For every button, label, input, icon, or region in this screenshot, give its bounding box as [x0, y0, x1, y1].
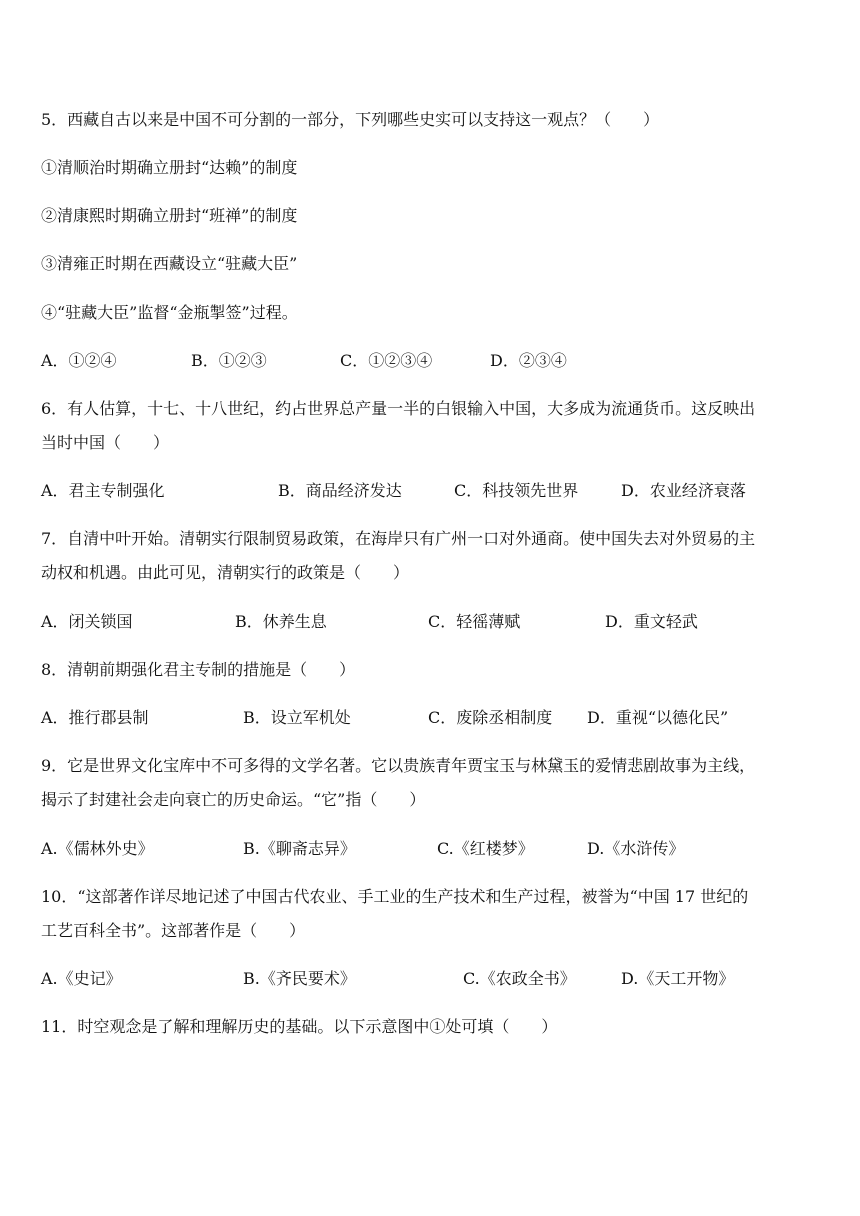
q9-option-b: B.《聊斋志异》 — [243, 839, 356, 858]
q6-option-d: D．农业经济衰落 — [621, 481, 746, 500]
q5-option-a: A．①②④ — [41, 351, 117, 370]
q5-option-b: B．①②③ — [191, 351, 267, 370]
q5-stem: 5．西藏自古以来是中国不可分割的一部分，下列哪些史实可以支持这一观点？（ ） — [41, 110, 660, 129]
q8-option-c: C．废除丞相制度 — [428, 708, 553, 727]
q8-options — [41, 707, 821, 729]
q9-option-d: D.《水浒传》 — [587, 839, 685, 858]
q6-stem-line-1: 6．有人估算，十七、十八世纪，约占世界总产量一半的白银输入中国，大多成为流通货币。这反映出 — [41, 399, 756, 418]
q8-option-a: A．推行郡县制 — [41, 708, 149, 727]
q6-option-c: C．科技领先世界 — [454, 481, 579, 500]
q7-option-b: B．休养生息 — [235, 612, 327, 631]
q8-option-d: D．重视“以德化民” — [587, 708, 729, 727]
q5-statement-4: ④“驻藏大臣”监督“金瓶掣签”过程。 — [41, 303, 298, 322]
q10-stem-line-2: 工艺百科全书”。这部著作是（ ） — [41, 921, 306, 940]
q9-option-a: A.《儒林外史》 — [41, 839, 154, 858]
q9-stem-line-1: 9．它是世界文化宝库中不可多得的文学名著。它以贵族青年贾宝玉与林黛玉的爱情悲剧故事为主线， — [41, 756, 756, 775]
q5-options — [41, 350, 821, 372]
q7-option-d: D．重文轻武 — [605, 612, 698, 631]
q7-stem-line-1: 7．自清中叶开始。清朝实行限制贸易政策，在海岸只有广州一口对外通商。使中国失去对外贸易的主 — [41, 529, 756, 548]
q9-stem-line-2: 揭示了封建社会走向衰亡的历史命运。“它”指（ ） — [41, 790, 426, 809]
q6-option-b: B．商品经济发达 — [278, 481, 402, 500]
q6-stem-line-2: 当时中国（ ） — [41, 433, 170, 452]
q10-stem-line-1: 10．“这部著作详尽地记述了中国古代农业、手工业的生产技术和生产过程，被誉为“中国 17 世纪的 — [41, 887, 749, 906]
q5-option-c: C．①②③④ — [340, 351, 433, 370]
q10-options — [41, 968, 821, 990]
q10-option-b: B.《齐民要术》 — [243, 969, 356, 988]
q7-stem-line-2: 动权和机遇。由此可见，清朝实行的政策是（ ） — [41, 563, 410, 582]
q7-option-a: A．闭关锁国 — [41, 612, 133, 631]
q5-statement-2: ②清康熙时期确立册封“班禅”的制度 — [41, 206, 298, 225]
q11-stem: 11．时空观念是了解和理解历史的基础。以下示意图中①处可填（ ） — [41, 1017, 558, 1036]
q9-option-c: C.《红楼梦》 — [437, 839, 534, 858]
q5-statement-3: ③清雍正时期在西藏设立“驻藏大臣” — [41, 254, 298, 273]
q8-option-b: B．设立军机处 — [243, 708, 351, 727]
q5-option-d: D．②③④ — [490, 351, 567, 370]
q5-statement-1: ①清顺治时期确立册封“达赖”的制度 — [41, 158, 298, 177]
q7-options — [41, 611, 821, 633]
q6-option-a: A．君主专制强化 — [41, 481, 165, 500]
q10-option-c: C.《农政全书》 — [463, 969, 576, 988]
q10-option-d: D.《天工开物》 — [621, 969, 735, 988]
q9-options — [41, 838, 821, 860]
q7-option-c: C．轻徭薄赋 — [428, 612, 521, 631]
q8-stem: 8．清朝前期强化君主专制的措施是（ ） — [41, 660, 356, 679]
q6-options — [41, 480, 821, 502]
q10-option-a: A.《史记》 — [41, 969, 122, 988]
